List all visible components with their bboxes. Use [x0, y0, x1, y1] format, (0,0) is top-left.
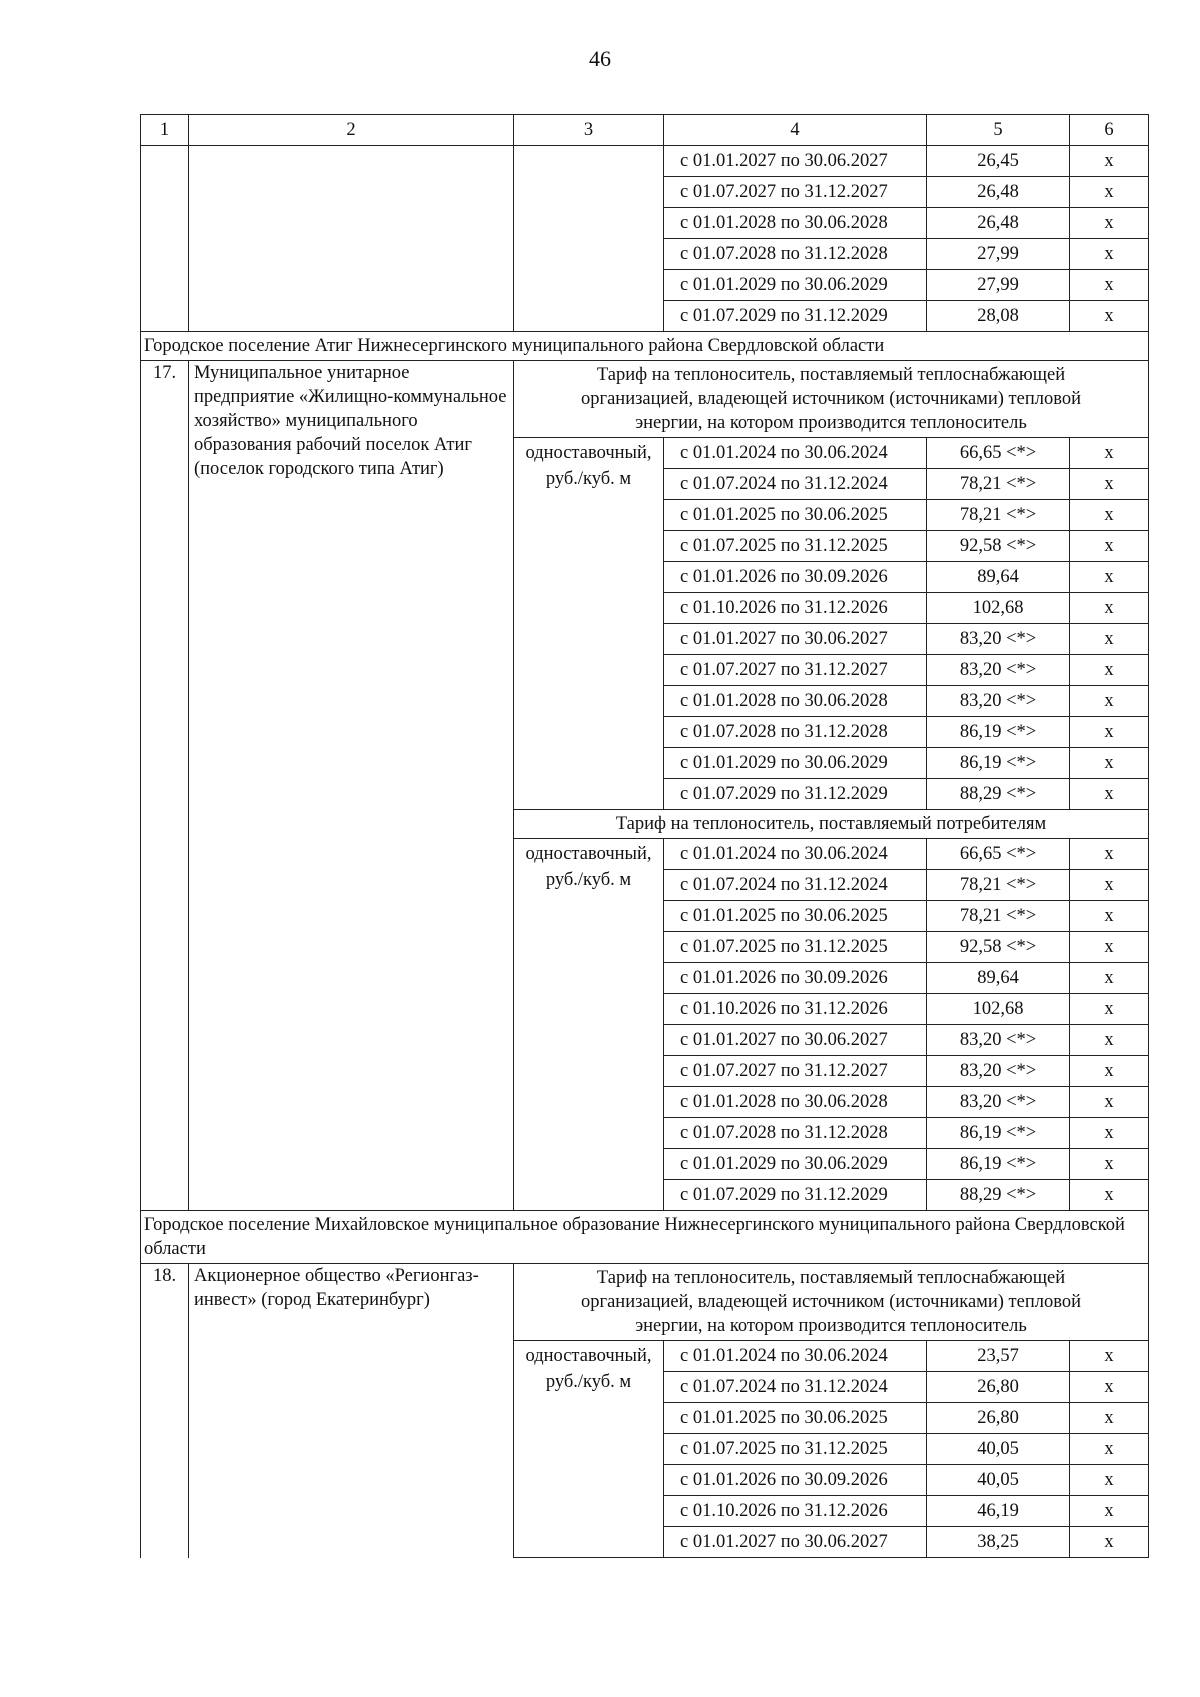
mark-cell: х: [1070, 994, 1149, 1025]
mark-cell: х: [1070, 531, 1149, 562]
tariff-value-cell: 92,58 <*>: [927, 932, 1070, 963]
tariff-value-cell: 89,64: [927, 562, 1070, 593]
number-cell: [141, 146, 189, 332]
period-cell: с 01.01.2027 по 30.06.2027: [664, 1527, 927, 1558]
tariff-value-cell: 86,19 <*>: [927, 1118, 1070, 1149]
period-cell: с 01.01.2026 по 30.09.2026: [664, 562, 927, 593]
tariff-value-cell: 83,20 <*>: [927, 1056, 1070, 1087]
period-cell: с 01.01.2025 по 30.06.2025: [664, 1403, 927, 1434]
tariff-value-cell: 26,48: [927, 177, 1070, 208]
period-cell: с 01.01.2024 по 30.06.2024: [664, 1341, 927, 1372]
tariff-value-cell: 83,20 <*>: [927, 686, 1070, 717]
period-cell: с 01.07.2027 по 31.12.2027: [664, 177, 927, 208]
mark-cell: х: [1070, 624, 1149, 655]
mark-cell: х: [1070, 469, 1149, 500]
mark-cell: х: [1070, 1149, 1149, 1180]
tariff-header: Тариф на теплоноситель, поставляемый теплоснабжающей организацией, владеющей источником (источниками) тепловой энергии, на котором производится теплоноситель: [514, 1264, 1149, 1341]
period-cell: с 01.01.2028 по 30.06.2028: [664, 1087, 927, 1118]
mark-cell: х: [1070, 717, 1149, 748]
mark-cell: х: [1070, 1372, 1149, 1403]
period-cell: с 01.07.2029 по 31.12.2029: [664, 779, 927, 810]
mark-cell: х: [1070, 1180, 1149, 1211]
tariff-value-cell: 78,21 <*>: [927, 469, 1070, 500]
period-cell: с 01.10.2026 по 31.12.2026: [664, 1496, 927, 1527]
mark-cell: х: [1070, 1527, 1149, 1558]
tariff-value-cell: 26,48: [927, 208, 1070, 239]
mark-cell: х: [1070, 1434, 1149, 1465]
tariff-value-cell: 46,19: [927, 1496, 1070, 1527]
tariff-type-cell: [514, 146, 664, 332]
tariff-value-cell: 28,08: [927, 301, 1070, 332]
tariff-header: Тариф на теплоноситель, поставляемый потребителям: [514, 810, 1149, 839]
mark-cell: х: [1070, 1025, 1149, 1056]
period-cell: с 01.01.2028 по 30.06.2028: [664, 686, 927, 717]
mark-cell: х: [1070, 593, 1149, 624]
tariff-table-body: [141, 115, 1149, 1558]
period-cell: с 01.01.2024 по 30.06.2024: [664, 438, 927, 469]
mark-cell: х: [1070, 239, 1149, 270]
tariff-value-cell: 92,58 <*>: [927, 531, 1070, 562]
tariff-value-cell: 102,68: [927, 593, 1070, 624]
tariff-value-cell: 66,65 <*>: [927, 438, 1070, 469]
tariff-value-cell: 26,80: [927, 1403, 1070, 1434]
mark-cell: х: [1070, 500, 1149, 531]
page-number: 46: [589, 46, 611, 71]
mark-cell: х: [1070, 1403, 1149, 1434]
period-cell: с 01.07.2028 по 31.12.2028: [664, 239, 927, 270]
mark-cell: х: [1070, 438, 1149, 469]
mark-cell: х: [1070, 1496, 1149, 1527]
tariff-value-cell: 23,57: [927, 1341, 1070, 1372]
mark-cell: х: [1070, 839, 1149, 870]
tariff-value-cell: 83,20 <*>: [927, 1025, 1070, 1056]
tariff-value-cell: 38,25: [927, 1527, 1070, 1558]
period-cell: с 01.01.2029 по 30.06.2029: [664, 748, 927, 779]
tariff-value-cell: 27,99: [927, 239, 1070, 270]
mark-cell: х: [1070, 177, 1149, 208]
tariff-value-cell: 78,21 <*>: [927, 870, 1070, 901]
mark-cell: х: [1070, 1118, 1149, 1149]
organization-cell: [189, 146, 514, 332]
tariff-value-cell: 88,29 <*>: [927, 1180, 1070, 1211]
tariff-value-cell: 83,20 <*>: [927, 624, 1070, 655]
organization-name: Муниципальное унитарное предприятие «Жилищно-коммунальное хозяйство» муниципального образования рабочий поселок Атиг (поселок городского типа Атиг): [189, 361, 514, 1211]
period-cell: с 01.01.2026 по 30.09.2026: [664, 1465, 927, 1496]
column-header: 1: [141, 115, 189, 146]
tariff-value-cell: 83,20 <*>: [927, 655, 1070, 686]
period-cell: с 01.07.2028 по 31.12.2028: [664, 1118, 927, 1149]
period-cell: с 01.07.2029 по 31.12.2029: [664, 301, 927, 332]
period-cell: с 01.07.2024 по 31.12.2024: [664, 1372, 927, 1403]
tariff-value-cell: 78,21 <*>: [927, 901, 1070, 932]
mark-cell: х: [1070, 779, 1149, 810]
mark-cell: х: [1070, 932, 1149, 963]
period-cell: с 01.01.2027 по 30.06.2027: [664, 146, 927, 177]
period-cell: с 01.10.2026 по 31.12.2026: [664, 593, 927, 624]
tariff-header-row: [141, 361, 1149, 438]
mark-cell: х: [1070, 146, 1149, 177]
column-header: 5: [927, 115, 1070, 146]
tariff-value-cell: 26,45: [927, 146, 1070, 177]
tariff-value-cell: 40,05: [927, 1434, 1070, 1465]
period-cell: с 01.07.2027 по 31.12.2027: [664, 655, 927, 686]
period-cell: с 01.07.2028 по 31.12.2028: [664, 717, 927, 748]
table-row: [141, 146, 1149, 177]
tariff-value-cell: 78,21 <*>: [927, 500, 1070, 531]
tariff-type-cell: одноставочный, руб./куб. м: [514, 1341, 664, 1558]
tariff-value-cell: 89,64: [927, 963, 1070, 994]
period-cell: с 01.07.2024 по 31.12.2024: [664, 870, 927, 901]
period-cell: с 01.07.2025 по 31.12.2025: [664, 531, 927, 562]
column-header-row: [141, 115, 1149, 146]
tariff-value-cell: 88,29 <*>: [927, 779, 1070, 810]
period-cell: с 01.01.2029 по 30.06.2029: [664, 1149, 927, 1180]
period-cell: с 01.01.2025 по 30.06.2025: [664, 500, 927, 531]
section-title: Городское поселение Михайловское муниципальное образование Нижнесергинского муниципального района Свердловской области: [141, 1211, 1149, 1264]
period-cell: с 01.01.2027 по 30.06.2027: [664, 1025, 927, 1056]
period-cell: с 01.01.2029 по 30.06.2029: [664, 270, 927, 301]
period-cell: с 01.01.2024 по 30.06.2024: [664, 839, 927, 870]
tariff-value-cell: 83,20 <*>: [927, 1087, 1070, 1118]
tariff-value-cell: 66,65 <*>: [927, 839, 1070, 870]
section-row: [141, 332, 1149, 361]
mark-cell: х: [1070, 1087, 1149, 1118]
period-cell: с 01.10.2026 по 31.12.2026: [664, 994, 927, 1025]
number-cell: 18.: [141, 1264, 189, 1558]
mark-cell: х: [1070, 686, 1149, 717]
period-cell: с 01.01.2026 по 30.09.2026: [664, 963, 927, 994]
mark-cell: х: [1070, 1465, 1149, 1496]
period-cell: с 01.01.2027 по 30.06.2027: [664, 624, 927, 655]
tariff-value-cell: 86,19 <*>: [927, 1149, 1070, 1180]
tariff-value-cell: 26,80: [927, 1372, 1070, 1403]
tariff-table: [140, 114, 1149, 1558]
tariff-value-cell: 86,19 <*>: [927, 717, 1070, 748]
mark-cell: х: [1070, 208, 1149, 239]
mark-cell: х: [1070, 1341, 1149, 1372]
period-cell: с 01.01.2025 по 30.06.2025: [664, 901, 927, 932]
period-cell: с 01.07.2029 по 31.12.2029: [664, 1180, 927, 1211]
mark-cell: х: [1070, 270, 1149, 301]
mark-cell: х: [1070, 562, 1149, 593]
mark-cell: х: [1070, 1056, 1149, 1087]
column-header: 4: [664, 115, 927, 146]
organization-name: Акционерное общество «Регионгаз-инвест» (город Екатеринбург): [189, 1264, 514, 1558]
period-cell: с 01.07.2025 по 31.12.2025: [664, 932, 927, 963]
mark-cell: х: [1070, 748, 1149, 779]
mark-cell: х: [1070, 301, 1149, 332]
column-header: 6: [1070, 115, 1149, 146]
mark-cell: х: [1070, 870, 1149, 901]
mark-cell: х: [1070, 901, 1149, 932]
mark-cell: х: [1070, 963, 1149, 994]
number-cell: 17.: [141, 361, 189, 1211]
tariff-value-cell: 86,19 <*>: [927, 748, 1070, 779]
tariff-value-cell: 40,05: [927, 1465, 1070, 1496]
period-cell: с 01.07.2024 по 31.12.2024: [664, 469, 927, 500]
tariff-header-row: [141, 1264, 1149, 1341]
section-row: [141, 1211, 1149, 1264]
period-cell: с 01.07.2027 по 31.12.2027: [664, 1056, 927, 1087]
column-header: 3: [514, 115, 664, 146]
tariff-header: Тариф на теплоноситель, поставляемый теплоснабжающей организацией, владеющей источником (источниками) тепловой энергии, на котором производится теплоноситель: [514, 361, 1149, 438]
section-title: Городское поселение Атиг Нижнесергинского муниципального района Свердловской области: [141, 332, 1149, 361]
tariff-value-cell: 102,68: [927, 994, 1070, 1025]
period-cell: с 01.01.2028 по 30.06.2028: [664, 208, 927, 239]
tariff-value-cell: 27,99: [927, 270, 1070, 301]
period-cell: с 01.07.2025 по 31.12.2025: [664, 1434, 927, 1465]
column-header: 2: [189, 115, 514, 146]
tariff-type-cell: одноставочный, руб./куб. м: [514, 839, 664, 1211]
tariff-type-cell: одноставочный, руб./куб. м: [514, 438, 664, 810]
mark-cell: х: [1070, 655, 1149, 686]
